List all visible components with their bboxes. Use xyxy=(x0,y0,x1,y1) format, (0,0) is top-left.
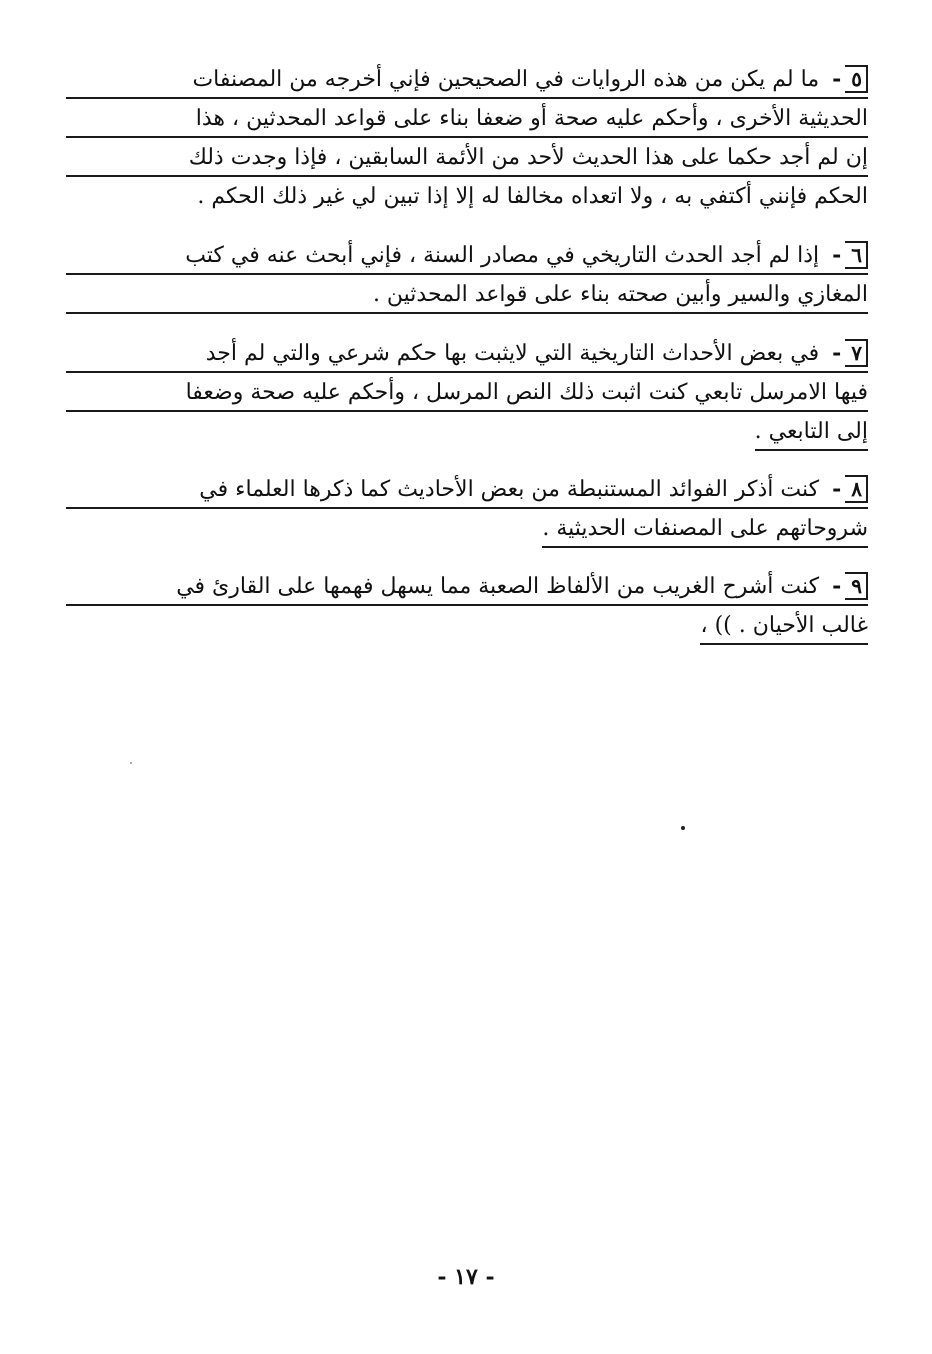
scan-speck xyxy=(681,826,685,830)
item-6-line-2: المغازي والسير وأبين صحته بناء على قواعد المحدثين . xyxy=(66,275,868,314)
list-item-5 xyxy=(66,60,868,214)
page-number: - ١٧ - xyxy=(437,1264,495,1290)
item-text: ما لم يكن من هذه الروايات في الصحيحين فإني أخرجه من المصنفات xyxy=(192,67,820,92)
item-6-line-1: ٦- إذا لم أجد الحدث التاريخي في مصادر السنة ، فإني أبحث عنه في كتب xyxy=(66,236,868,275)
item-9-line-2: غالب الأحيان . )) ، xyxy=(700,606,868,645)
list-item-7 xyxy=(66,334,868,451)
list-item-6 xyxy=(66,236,868,314)
item-5-line-2: الحديثية الأخرى ، وأحكم عليه صحة أو ضعفا بناء على قواعد المحدثين ، هذا xyxy=(66,99,868,138)
item-text: في بعض الأحداث التاريخية التي لايثبت بها حكم شرعي والتي لم أجد xyxy=(205,341,820,366)
item-8-line-1: ٨- كنت أذكر الفوائد المستنبطة من بعض الأحاديث كما ذكرها العلماء في xyxy=(66,470,868,509)
item-number-box: ٥ xyxy=(845,65,868,93)
item-number-box: ٨ xyxy=(845,475,868,503)
item-7-line-3: إلى التابعي . xyxy=(755,412,868,451)
list-item-9 xyxy=(66,567,868,645)
item-5-line-4: الحكم فإنني أكتفي به ، ولا اتعداه مخالفا له إلا إذا تبين لي غير ذلك الحكم . xyxy=(197,184,868,209)
item-text: كنت أشرح الغريب من الألفاظ الصعبة مما يسهل فهمها على القارئ في xyxy=(176,574,820,599)
item-number-box: ٩ xyxy=(845,572,868,600)
scan-speck xyxy=(130,762,132,764)
list-item-8 xyxy=(66,470,868,548)
item-number-box: ٦ xyxy=(845,241,868,269)
item-5-line-1: ٥- ما لم يكن من هذه الروايات في الصحيحين فإني أخرجه من المصنفات xyxy=(66,60,868,99)
item-7-line-2: فيها الامرسل تابعي كنت اثبت ذلك النص المرسل ، وأحكم عليه صحة وضعفا xyxy=(66,373,868,412)
item-7-line-1: ٧- في بعض الأحداث التاريخية التي لايثبت بها حكم شرعي والتي لم أجد xyxy=(66,334,868,373)
item-number-box: ٧ xyxy=(845,339,868,367)
item-text: كنت أذكر الفوائد المستنبطة من بعض الأحاديث كما ذكرها العلماء في xyxy=(199,477,820,502)
item-9-line-1: ٩- كنت أشرح الغريب من الألفاظ الصعبة مما يسهل فهمها على القارئ في xyxy=(66,567,868,606)
item-8-line-2: شروحاتهم على المصنفات الحديثية . xyxy=(542,509,868,548)
item-text: إذا لم أجد الحدث التاريخي في مصادر السنة ، فإني أبحث عنه في كتب xyxy=(185,243,820,268)
item-5-line-3: إن لم أجد حكما على هذا الحديث لأحد من الأئمة السابقين ، فإذا وجدت ذلك xyxy=(66,138,868,177)
